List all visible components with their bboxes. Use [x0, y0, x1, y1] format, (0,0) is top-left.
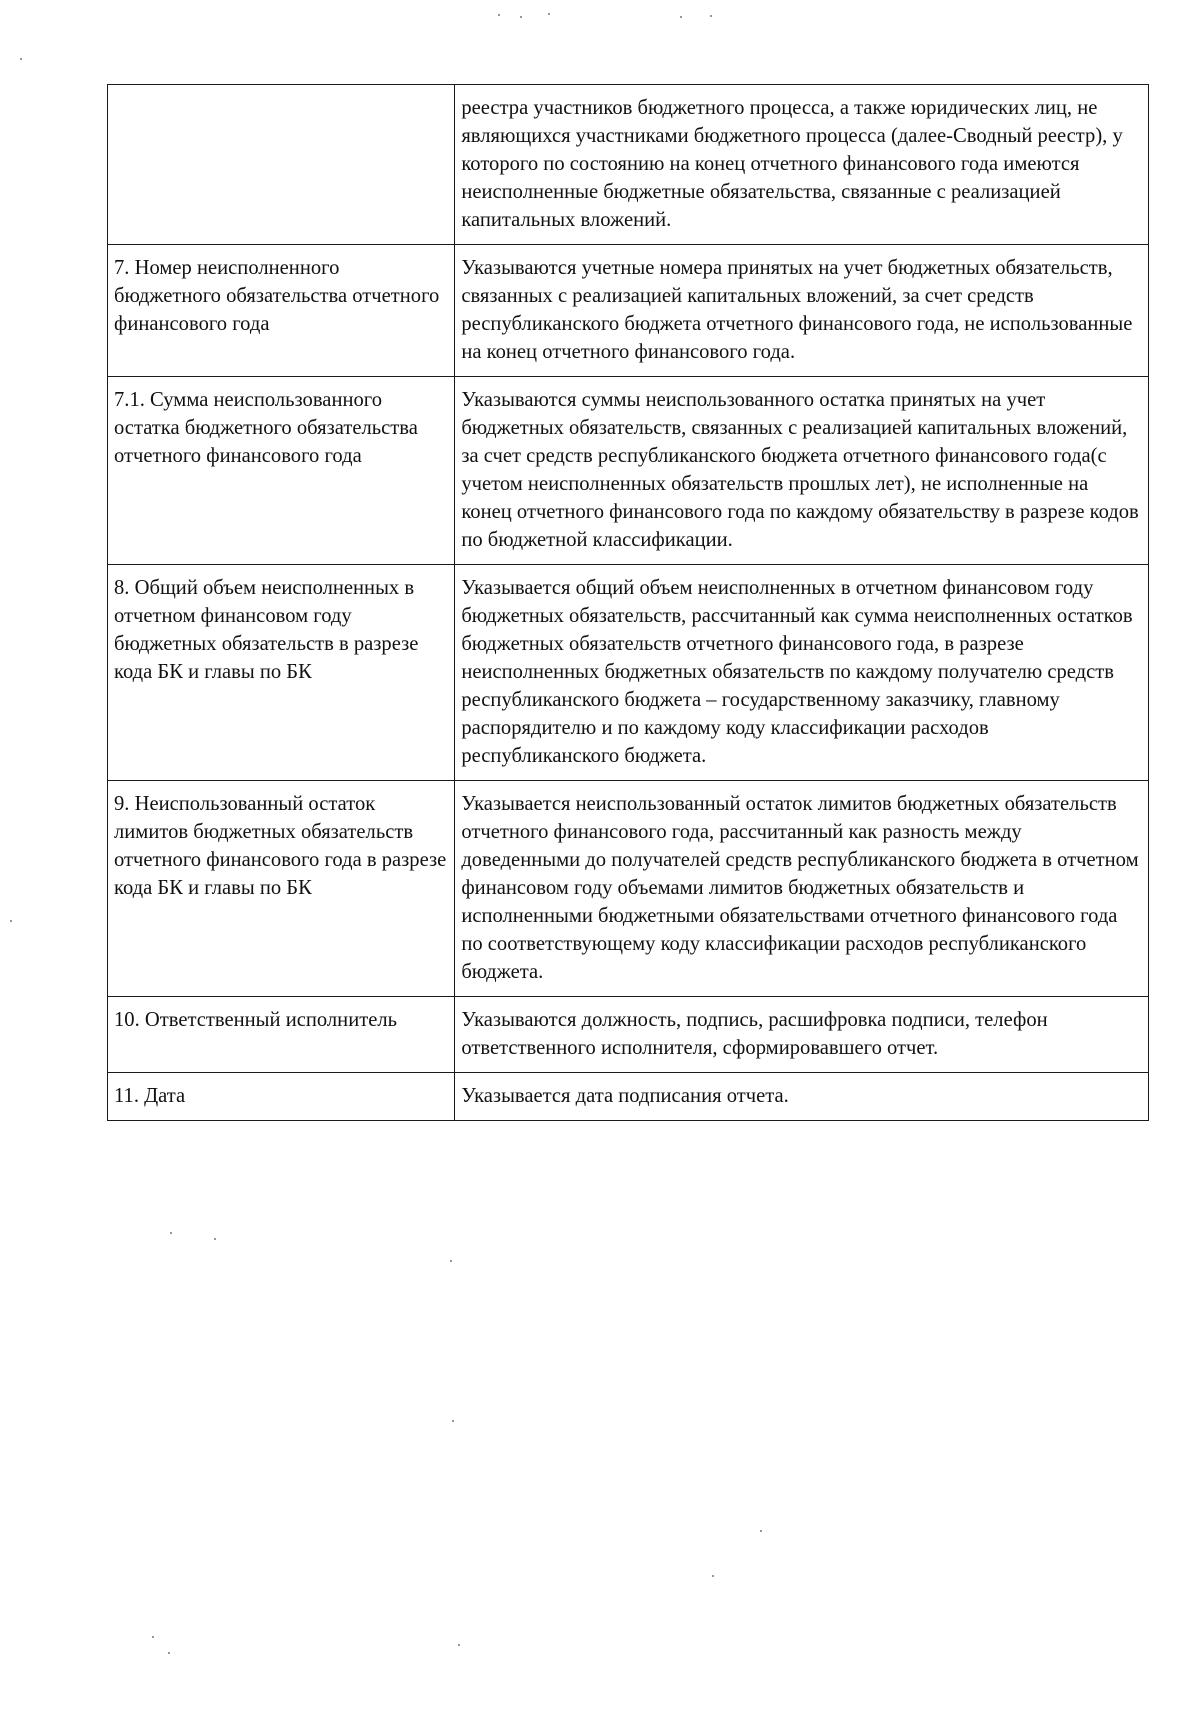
table-row [108, 377, 1149, 565]
field-description-cell: реестра участников бюджетного процесса, а также юридических лиц, не являющихся участниками бюджетного процесса (далее-Сводный реестр), у которого по состоянию на конец отчетного финансового года имеются неисполненные бюджетные обязательства, связанные с реализацией капитальных вложений. [455, 85, 1149, 245]
table-row [108, 565, 1149, 781]
field-description-cell: Указываются учетные номера принятых на учет бюджетных обязательств, связанных с реализацией капитальных вложений, за счет средств республиканского бюджета отчетного финансового года, не использованные на конец отчетного финансового года. [455, 245, 1149, 377]
scan-speck [710, 15, 712, 17]
table-row [108, 781, 1149, 997]
field-name-cell: 8. Общий объем неисполненных в отчетном финансовом году бюджетных обязательств в разрезе кода БК и главы по БК [108, 565, 455, 781]
scan-speck [760, 1530, 762, 1532]
scan-speck [498, 14, 500, 16]
scan-speck [680, 16, 682, 18]
scan-speck [712, 1575, 714, 1577]
scan-speck [170, 1232, 172, 1234]
field-description-cell: Указывается дата подписания отчета. [455, 1073, 1149, 1121]
field-name-cell: 10. Ответственный исполнитель [108, 997, 455, 1073]
scan-speck [20, 58, 22, 60]
field-name-cell [108, 85, 455, 245]
table-row [108, 997, 1149, 1073]
field-name-cell: 9. Неиспользованный остаток лимитов бюджетных обязательств отчетного финансового года в разрезе кода БК и главы по БК [108, 781, 455, 997]
table-row [108, 245, 1149, 377]
scan-speck [452, 1420, 454, 1422]
field-description-cell: Указываются должность, подпись, расшифровка подписи, телефон ответственного исполнителя, сформировавшего отчет. [455, 997, 1149, 1073]
field-description-cell: Указывается общий объем неисполненных в отчетном финансовом году бюджетных обязательств, рассчитанный как сумма неисполненных остатков бюджетных обязательств отчетного финансового года, в разрезе неисполненных бюджетных обязательств по каждому получателю средств республиканского бюджета – государственному заказчику, главному распорядителю и по каждому коду классификации расходов республиканского бюджета. [455, 565, 1149, 781]
field-name-cell: 11. Дата [108, 1073, 455, 1121]
table-row [108, 85, 1149, 245]
scan-speck [214, 1238, 216, 1240]
table-row [108, 1073, 1149, 1121]
scan-speck [520, 16, 522, 18]
field-name-cell: 7.1. Сумма неиспользованного остатка бюджетного обязательства отчетного финансового года [108, 377, 455, 565]
scan-speck [10, 920, 12, 922]
scan-speck [168, 1652, 170, 1654]
scan-speck [152, 1636, 154, 1638]
scan-speck [548, 13, 550, 15]
scan-speck [450, 1260, 452, 1262]
field-description-cell: Указываются суммы неиспользованного остатка принятых на учет бюджетных обязательств, связанных с реализацией капитальных вложений, за счет средств республиканского бюджета отчетного финансового года(с учетом неисполненных обязательств прошлых лет), не исполненные на конец отчетного финансового года по каждому обязательству в разрезе кодов по бюджетной классификации. [455, 377, 1149, 565]
scan-speck [458, 1644, 460, 1646]
field-description-cell: Указывается неиспользованный остаток лимитов бюджетных обязательств отчетного финансового года, рассчитанный как разность между доведенными до получателей средств республиканского бюджета в отчетном финансовом году объемами лимитов бюджетных обязательств и исполненными бюджетными обязательствами отчетного финансового года по соответствующему коду классификации расходов республиканского бюджета. [455, 781, 1149, 997]
instructions-table [107, 84, 1149, 1121]
field-name-cell: 7. Номер неисполненного бюджетного обязательства отчетного финансового года [108, 245, 455, 377]
